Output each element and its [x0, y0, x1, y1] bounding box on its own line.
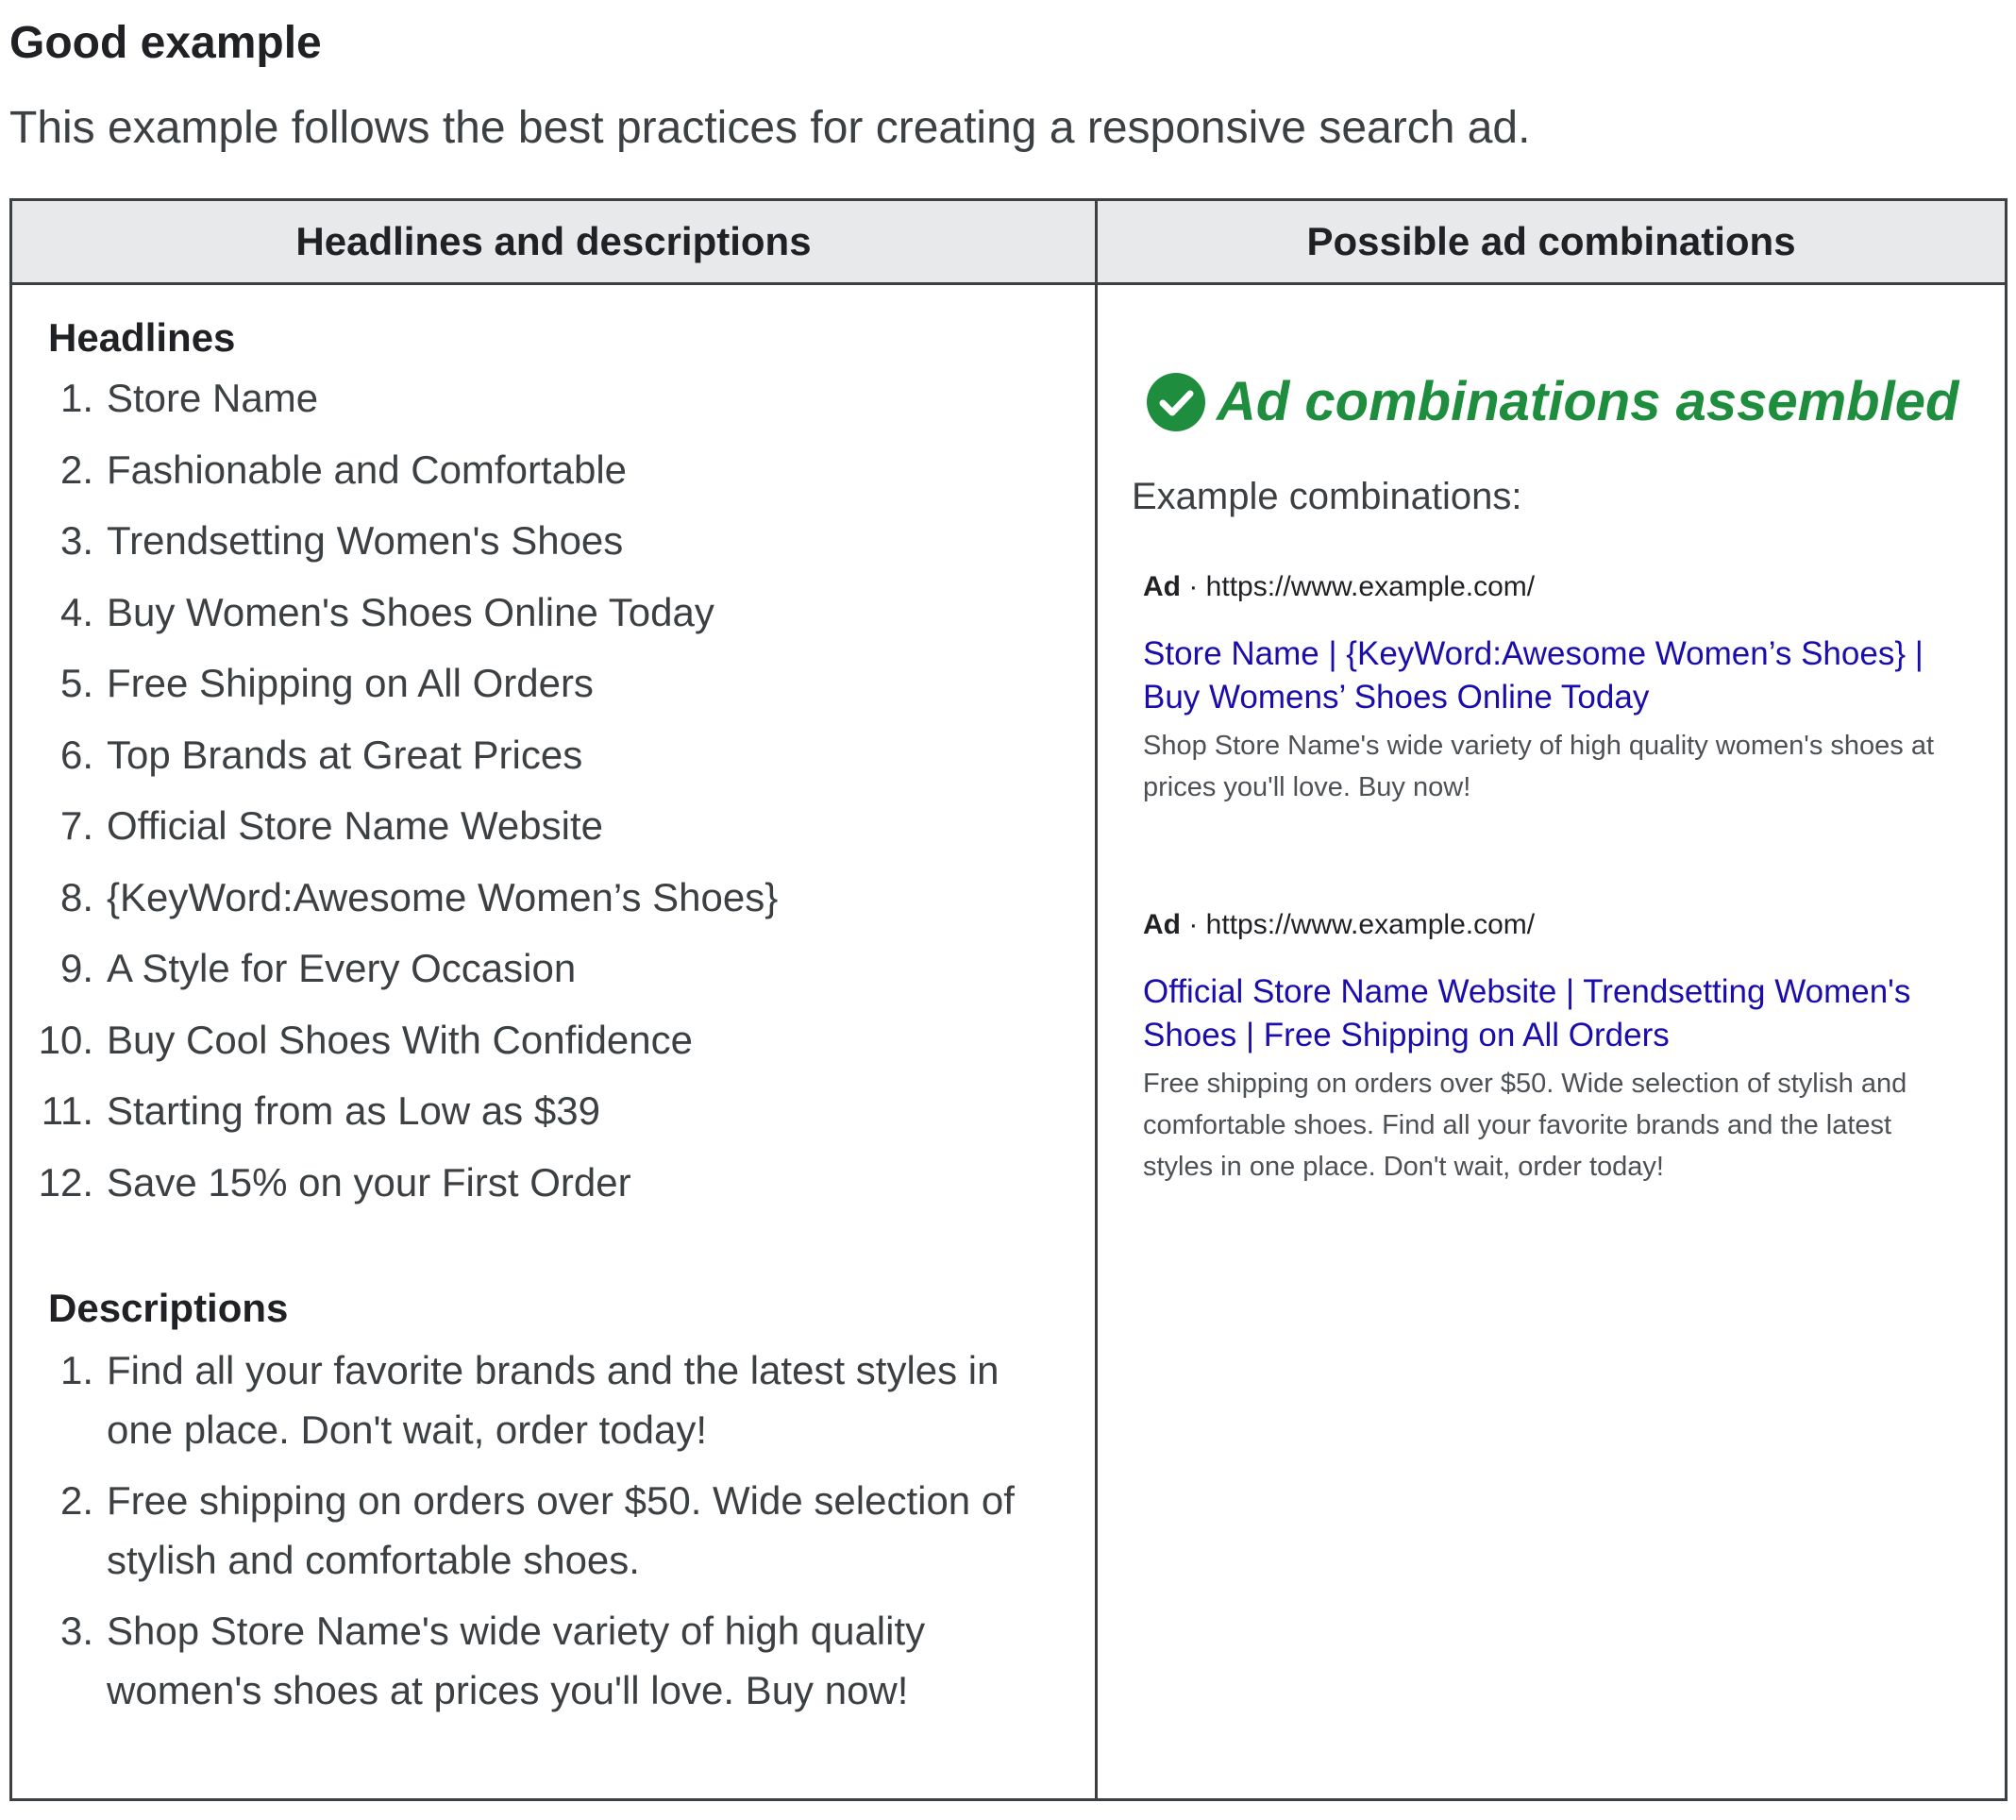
list-number: 6. — [59, 732, 93, 777]
list-item-text: A Style for Every Occasion — [107, 946, 577, 990]
page-title: Good example — [9, 18, 322, 68]
check-circle-icon — [1147, 373, 1205, 431]
list-item-text: Shop Store Name's wide variety of high quality women's shoes at prices you'll love. Buy now! — [107, 1609, 926, 1712]
list-item-text: Free Shipping on All Orders — [107, 661, 594, 705]
list-item — [12, 940, 1060, 1012]
list-number: 1. — [59, 376, 93, 420]
ad-combinations-cell — [1097, 284, 2007, 1800]
list-number: 3. — [59, 518, 93, 563]
list-item — [12, 655, 1060, 727]
ad-separator: · — [1181, 909, 1206, 940]
list-item-text: Store Name — [107, 376, 319, 420]
assembled-status — [1147, 370, 1958, 433]
ad-headline-link[interactable]: Official Store Name Website | Trendsetting Women's Shoes | Free Shipping on All Orders — [1143, 973, 1911, 1053]
descriptions-list — [12, 1340, 1060, 1731]
example-table — [9, 198, 2008, 1801]
list-item-text: Fashionable and Comfortable — [107, 447, 628, 492]
list-item-text: Find all your favorite brands and the latest styles in one place. Don't wait, order today! — [107, 1348, 1000, 1452]
list-item — [12, 1340, 1060, 1459]
list-number: 4. — [59, 589, 93, 634]
ad-url: https://www.example.com/ — [1205, 909, 1536, 940]
ad-url: https://www.example.com/ — [1205, 571, 1536, 602]
list-item — [12, 584, 1060, 656]
list-item — [12, 442, 1060, 514]
headlines-list — [12, 370, 1060, 1225]
list-item-text: Top Brands at Great Prices — [107, 732, 583, 777]
list-number: 11. — [41, 1088, 93, 1133]
table-header-row — [11, 200, 2007, 284]
ad-meta — [1143, 568, 1964, 606]
list-item — [12, 1154, 1060, 1226]
ad-badge: Ad — [1143, 909, 1181, 940]
list-item-text: Free shipping on orders over $50. Wide selection of stylish and comfortable shoes. — [107, 1478, 1015, 1582]
list-item — [12, 1601, 1060, 1720]
list-item-text: Buy Cool Shoes With Confidence — [107, 1017, 693, 1062]
list-item — [12, 1471, 1060, 1590]
list-number: 9. — [59, 946, 93, 990]
list-number: 8. — [59, 874, 93, 919]
list-item-text: Save 15% on your First Order — [107, 1159, 631, 1205]
list-item-text: Official Store Name Website — [107, 803, 603, 848]
headlines-heading: Headlines — [48, 315, 236, 360]
list-item-text: Trendsetting Women's Shoes — [107, 518, 624, 563]
list-item — [12, 798, 1060, 869]
ad-meta — [1143, 906, 1964, 944]
column-header-headlines-descriptions: Headlines and descriptions — [11, 200, 1097, 284]
descriptions-heading: Descriptions — [48, 1286, 289, 1330]
list-number: 3. — [59, 1609, 93, 1653]
page-subtitle: This example follows the best practices for creating a responsive search ad. — [9, 103, 1531, 153]
ad-separator: · — [1181, 571, 1206, 602]
list-item — [12, 1012, 1060, 1084]
ad-badge: Ad — [1143, 571, 1181, 602]
list-number: 10. — [38, 1017, 93, 1062]
list-item-text: Starting from as Low as $39 — [107, 1088, 600, 1133]
list-number: 2. — [59, 447, 93, 492]
list-item — [12, 727, 1060, 799]
list-number: 2. — [59, 1478, 93, 1523]
list-item-text: {KeyWord:Awesome Women’s Shoes} — [107, 874, 779, 919]
list-item — [12, 1083, 1060, 1154]
ad-preview — [1143, 906, 1964, 1188]
table-body-row — [11, 284, 2007, 1800]
list-number: 7. — [59, 803, 93, 848]
headlines-descriptions-cell — [11, 284, 1097, 1800]
list-item — [12, 869, 1060, 941]
ad-description: Free shipping on orders over $50. Wide selection of stylish and comfortable shoes. Find all your favorite brands and the latest styles in one place. Don't wait, order today! — [1143, 1069, 1907, 1182]
ad-description: Shop Store Name's wide variety of high quality women's shoes at prices you'll love. Buy now! — [1143, 731, 1934, 802]
column-header-ad-combinations: Possible ad combinations — [1097, 200, 2007, 284]
list-number: 5. — [59, 661, 93, 705]
list-number: 12. — [38, 1159, 93, 1205]
list-item — [12, 513, 1060, 584]
example-combinations-label: Example combinations: — [1132, 476, 1522, 517]
ad-headline-link[interactable]: Store Name | {KeyWord:Awesome Women’s Shoes} | Buy Womens’ Shoes Online Today — [1143, 635, 1924, 716]
assembled-status-text: Ad combinations assembled — [1217, 371, 1959, 432]
ad-preview — [1143, 568, 1964, 808]
list-item — [12, 370, 1060, 442]
list-item-text: Buy Women's Shoes Online Today — [107, 589, 714, 634]
list-number: 1. — [59, 1348, 93, 1392]
